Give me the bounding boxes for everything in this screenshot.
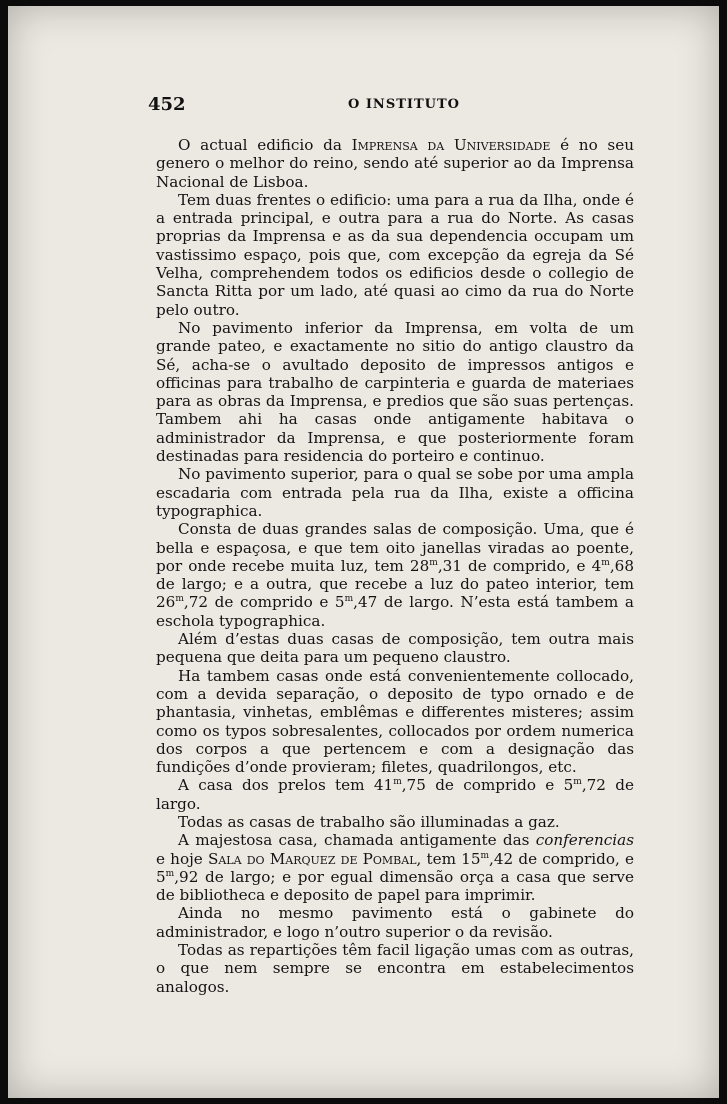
superscript: m bbox=[480, 850, 490, 861]
paragraph: Todas as repartições têm facil ligação umas com as outras, o que nem sempre se encontra em estabelecimentos analogos. bbox=[156, 941, 634, 996]
superscript: m bbox=[165, 868, 175, 879]
paragraph: A casa dos prelos tem 41$^m$,75 de comprido e 5$^m$,72 de largo. bbox=[156, 776, 634, 813]
superscript: m bbox=[393, 777, 402, 788]
superscript: m bbox=[344, 594, 354, 605]
paragraph: No pavimento inferior da Imprensa, em volta de um grande pateo, e exactamente no sitio do antigo claustro da Sé, acha-se o avultado deposito de impressos antigos e officinas para trabalho de carpinteria e guarda de materiaes para as obras da Imprensa, e predios que são suas pertenças. Tambem ahi ha casas onde antigamente habitava o administrador da Imprensa, e que posteriormente foram destinadas para residencia do porteiro e continuo. bbox=[156, 318, 634, 466]
small-caps-text: Imprensa da Universidade bbox=[351, 136, 551, 154]
body-text bbox=[156, 136, 634, 996]
page-number: 452 bbox=[148, 94, 186, 115]
superscript: m bbox=[429, 557, 438, 568]
paragraph: Ha tambem casas onde está convenientemente collocado, com a devida separação, o deposito de typo ornado e de phantasia, vinhetas, emblêmas e differentes misteres; assim como os typos sobresalentes, collocados por ordem numerica dos corpos a que pertencem e com a designação das fundições d’onde provieram; filetes, quadrilongos, etc. bbox=[156, 666, 634, 777]
paragraph: Ainda no mesmo pavimento está o gabinete do administrador, e logo n’outro superior o da revisão. bbox=[156, 904, 634, 941]
page-header bbox=[148, 94, 638, 118]
small-caps-text: Sala do Marquez de Pombal bbox=[207, 849, 417, 868]
paragraph: Todas as casas de trabalho são illuminadas a gaz. bbox=[178, 812, 560, 831]
paragraph: No pavimento superior, para o qual se sobe por uma ampla escadaria com entrada pela rua da Ilha, existe a officina typographica. bbox=[156, 465, 634, 520]
paragraph: Consta de duas grandes salas de composição. Uma, que é bella e espaçosa, e que tem oito janellas viradas ao poente, por onde recebe muita luz, tem 28$^m$,31 de comprido, e 4$^m$,68 de largo; e a outra, que recebe a luz do pateo interior, tem 26$^m$,72 de comprido e 5$^m$,47 de largo. N’esta está tambem a eschola typographica. bbox=[156, 520, 634, 630]
superscript: m bbox=[175, 594, 184, 605]
italic-text: conferencias bbox=[535, 831, 634, 850]
book-page bbox=[8, 6, 719, 1098]
superscript: m bbox=[573, 777, 582, 788]
paragraph: O actual edificio da Imprensa da Universidade é no seu genero o melhor do reino, sendo até superior ao da Imprensa Nacional de Lisboa. bbox=[156, 136, 634, 191]
superscript: m bbox=[601, 557, 610, 568]
paragraph: Tem duas frentes o edificio: uma para a rua da Ilha, onde é a entrada principal, e outra para a rua do Norte. As casas proprias da Imprensa e as da sua dependencia occupam um vastissimo espaço, pois que, com excepção da egreja da Sé Velha, comprehendem todos os edificios desde o collegio de Sancta Ritta por um lado, até quasi ao cimo da rua do Norte pelo outro. bbox=[156, 190, 634, 319]
paragraph: Além d’estas duas casas de composição, tem outra mais pequena que deita para um pequeno claustro. bbox=[156, 630, 634, 667]
running-title: O INSTITUTO bbox=[348, 97, 460, 112]
paragraph: A majestosa casa, chamada antigamente das conferencias e hoje Sala do Marquez de Pombal, tem 15$^m$,42 de comprido, e 5$^m$,92 de largo; e por egual dimensão orça a casa que serve de bibliotheca e deposito de papel para imprimir. bbox=[156, 831, 634, 905]
